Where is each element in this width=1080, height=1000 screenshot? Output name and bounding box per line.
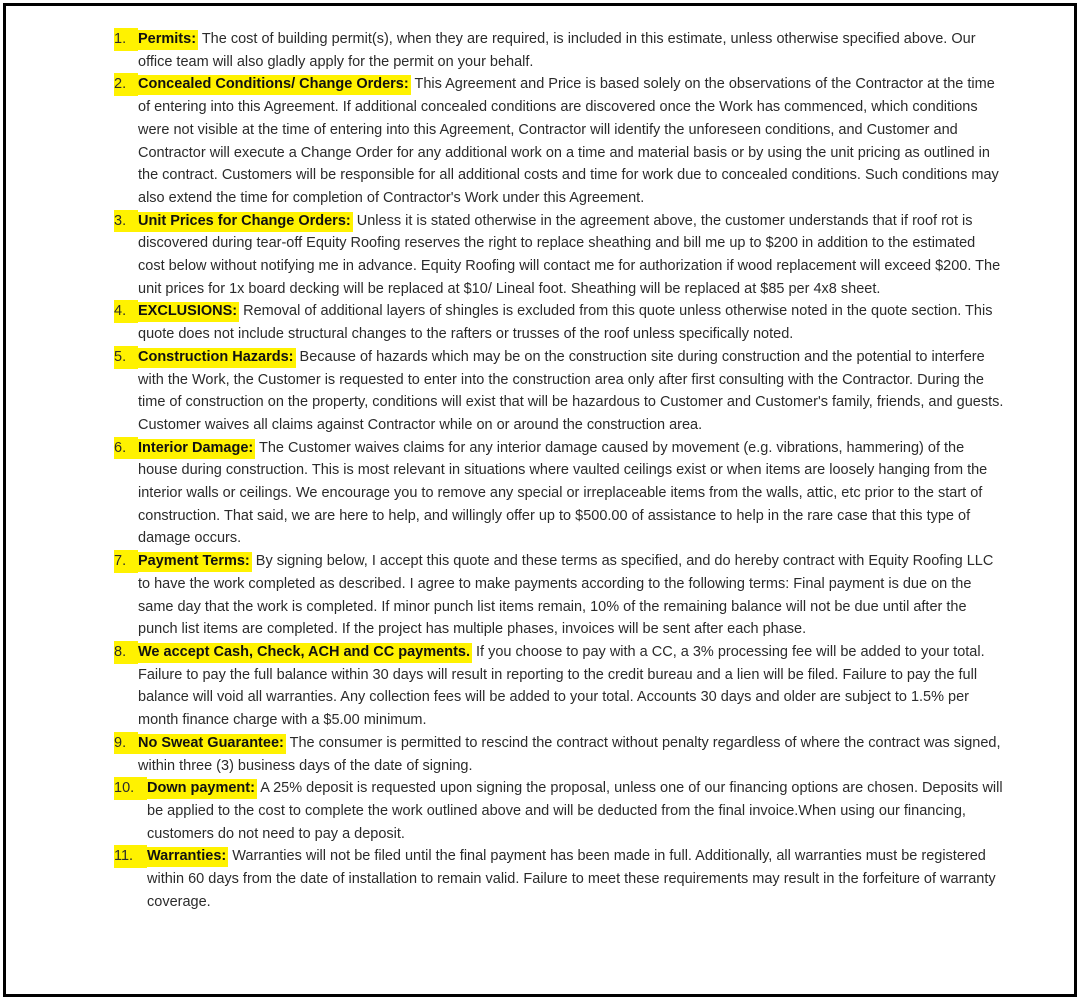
document-frame — [3, 3, 1077, 997]
term-heading: Warranties: — [147, 847, 228, 867]
term-heading: Permits: — [138, 30, 198, 50]
term-number: 3. — [114, 210, 138, 233]
term-unit-prices — [114, 210, 1004, 301]
terms-list — [114, 28, 1004, 913]
term-down-payment — [114, 777, 1004, 845]
term-body: The Customer waives claims for any interior damage caused by movement (e.g. vibrations, hammering) of the house during construction. This is most relevant in situations where vaulted ceilings exist or when items are loosely hanging from the interior walls or ceilings. We encourage you to remove any special or irreplaceable items from the walls, attic, etc prior to the start of construction. That said, we are here to help, and willingly offer up to $500.00 of assistance to help in the rare case that this type of damage occurs. — [138, 439, 988, 547]
term-heading: We accept Cash, Check, ACH and CC payments. — [138, 643, 472, 663]
term-body: Warranties will not be filed until the final payment has been made in full. Additionally, all warranties must be registered within 60 days from the date of installation to remain valid. Failure to meet these requirements may result in the forfeiture of warranty coverage. — [147, 848, 996, 910]
term-heading: Down payment: — [147, 779, 257, 799]
term-body: A 25% deposit is requested upon signing the proposal, unless one of our financing options are chosen. Deposits will be applied to the cost to complete the work outlined above and will be deducted from the final invoice.When using our financing, customers do not need to pay a deposit. — [147, 780, 1003, 842]
term-body: The consumer is permitted to rescind the contract without penalty regardless of where the contract was signed, within three (3) business days of the date of signing. — [138, 734, 1001, 774]
term-number: 8. — [114, 641, 138, 664]
term-number: 10. — [114, 777, 147, 800]
term-number: 9. — [114, 732, 138, 755]
term-body: This Agreement and Price is based solely on the observations of the Contractor at the time of entering into this Agreement. If additional concealed conditions are discovered once the Work has commenced, which conditions were not visible at the time of entering into this Agreement, Contractor will identify the unforeseen conditions, and Customer and Contractor will execute a Change Order for any additional work on a time and material basis or by using the unit pricing as outlined in the contract. Customers will be responsible for all additional costs and time for work due to concealed conditions. Such conditions may also extend the time for completion of Contractor's Work under this Agreement. — [138, 76, 999, 206]
term-number: 7. — [114, 550, 138, 573]
term-heading: EXCLUSIONS: — [138, 302, 239, 322]
term-concealed-conditions — [114, 73, 1004, 209]
term-number: 1. — [114, 28, 138, 51]
term-heading: Construction Hazards: — [138, 348, 296, 368]
term-body: If you choose to pay with a CC, a 3% processing fee will be added to your total. Failure to pay the full balance within 30 days will result in reporting to the credit bureau and a lien will be filed. Failure to pay the full balance will void all warranties. Any collection fees will be added to your total. Accounts 30 days and older are subject to 1.5% per month finance charge with a $5.00 minimum. — [138, 643, 985, 729]
term-number: 5. — [114, 346, 138, 369]
term-interior-damage — [114, 437, 1004, 551]
term-no-sweat-guarantee — [114, 732, 1004, 777]
term-body: The cost of building permit(s), when they are required, is included in this estimate, unless otherwise specified above. Our office team will also gladly apply for the permit on your behalf. — [138, 31, 976, 70]
term-number: 6. — [114, 437, 138, 460]
term-number: 11. — [114, 845, 147, 868]
term-warranties — [114, 845, 1004, 913]
term-exclusions — [114, 300, 1004, 345]
term-permits — [114, 28, 1004, 73]
term-heading: Concealed Conditions/ Change Orders: — [138, 75, 411, 95]
term-heading: Unit Prices for Change Orders: — [138, 212, 353, 232]
term-body: Unless it is stated otherwise in the agreement above, the customer understands that if roof rot is discovered during tear-off Equity Roofing reserves the right to replace sheathing and bill me up to $200 in addition to the estimated cost below without notifying me in advance. Equity Roofing will contact me for authorization if wood replacement will exceed $200. The unit prices for 1x board decking will be replaced at $10/ Lineal foot. Sheathing will be replaced at $85 per 4x8 sheet. — [138, 212, 1001, 297]
term-number: 4. — [114, 300, 138, 323]
term-heading: Interior Damage: — [138, 439, 255, 459]
term-heading: No Sweat Guarantee: — [138, 734, 286, 754]
term-accepted-payments — [114, 641, 1004, 732]
term-body: Removal of additional layers of shingles is excluded from this quote unless otherwise noted in the quote section. This quote does not include structural changes to the rafters or trusses of the roof unless specifically noted. — [138, 303, 993, 343]
term-number: 2. — [114, 73, 138, 96]
term-body: By signing below, I accept this quote and these terms as specified, and do hereby contract with Equity Roofing LLC to have the work completed as described. I agree to make payments according to the following terms: Final payment is due on the same day that the work is completed. If minor punch list items remain, 10% of the remaining balance will not be due until after the punch list items are completed. If the project has multiple phases, invoices will be sent after each phase. — [138, 553, 994, 638]
term-body: Because of hazards which may be on the construction site during construction and the potential to interfere with the Work, the Customer is requested to enter into the construction area only after first consulting with the Contractor. During the time of construction on the property, conditions will exist that will be hazardous to Customer and Customer's family, friends, and guests. Customer waives all claims against Contractor while on or around the construction area. — [138, 348, 1004, 433]
term-construction-hazards — [114, 346, 1004, 437]
term-heading: Payment Terms: — [138, 552, 252, 572]
term-payment-terms — [114, 550, 1004, 641]
